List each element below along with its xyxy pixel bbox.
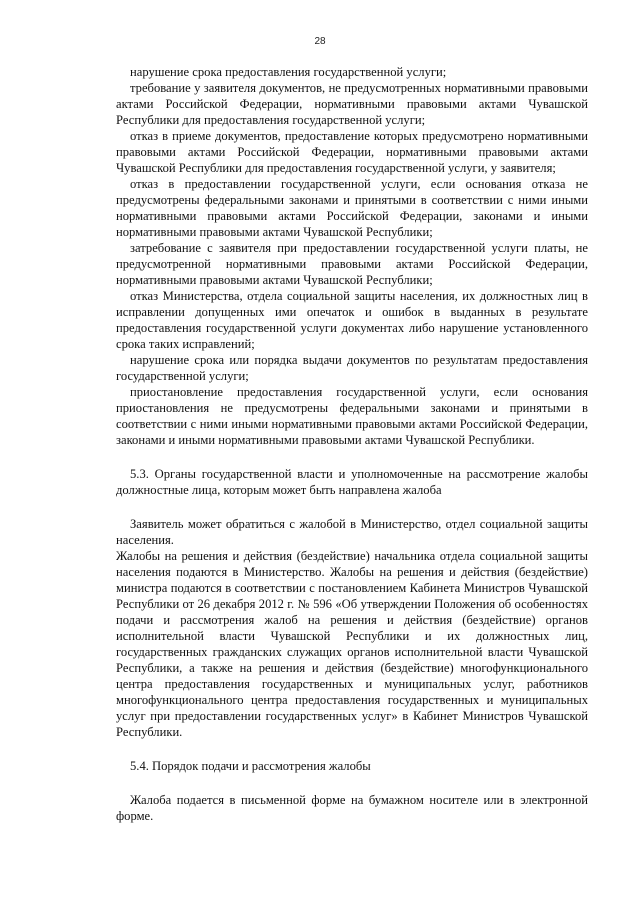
paragraph: отказ в предоставлении государственной услуги, если основания отказа не предусмотрены федеральными законами и принятыми в соответствии с ними иными нормативными правовыми актами Российской Федерации, законами и иными нормативными правовыми актами Чувашской Республики; [116, 177, 588, 239]
paragraph: затребование с заявителя при предоставлении государственной услуги платы, не предусмотренной нормативными правовыми актами Российской Федерации, нормативными правовыми актами Чувашской Республики; [116, 241, 588, 287]
page-number: 28 [314, 36, 326, 47]
document-body [116, 64, 588, 824]
section-heading-5-3: 5.3. Органы государственной власти и уполномоченные на рассмотрение жалобы должностные лица, которым может быть направлена жалоба [116, 467, 588, 497]
paragraph: отказ в приеме документов, предоставление которых предусмотрено нормативными правовыми актами Российской Федерации, нормативными правовыми актами Чувашской Республики для предоставления государственной услуги, у заявителя; [116, 129, 588, 175]
paragraph: Жалобы на решения и действия (бездействие) начальника отдела социальной защиты населения подаются в Министерство. Жалобы на решения и действия (бездействие) министра подаются в соответствии с постановлением Кабинета Министров Чувашской Республики от 26 декабря 2012 г. № 596 «Об утверждении Положения об особенностях подачи и рассмотрения жалоб на решения и действия (бездействие) органов исполнительной власти Чувашской Республики и их должностных лиц, государственных гражданских служащих органов исполнительной власти Чувашской Республики, а также на решения и действия (бездействие) многофункционального центра предоставления государственных и муниципальных услуг, работников многофункционального центра предоставления государственных и муниципальных услуг при предоставлении государственных услуг» в Кабинет Министров Чувашской Республики. [116, 549, 588, 739]
paragraph: Жалоба подается в письменной форме на бумажном носителе или в электронной форме. [116, 793, 588, 823]
paragraph: нарушение срока или порядка выдачи документов по результатам предоставления государственной услуги; [116, 353, 588, 383]
paragraph: требование у заявителя документов, не предусмотренных нормативными правовыми актами Российской Федерации, нормативными правовыми актами Чувашской Республики для предоставления государственной услуги; [116, 81, 588, 127]
paragraph: Заявитель может обратиться с жалобой в Министерство, отдел социальной защиты населения. [116, 517, 588, 547]
paragraph: отказ Министерства, отдела социальной защиты населения, их должностных лиц в исправлении допущенных ими опечаток и ошибок в выданных в результате предоставления государственной услуги документах либо нарушение установленного срока таких исправлений; [116, 289, 588, 351]
section-heading-5-4: 5.4. Порядок подачи и рассмотрения жалобы [130, 759, 371, 773]
paragraph: нарушение срока предоставления государственной услуги; [130, 65, 447, 79]
paragraph: приостановление предоставления государственной услуги, если основания приостановления не предусмотрены федеральными законами и принятыми в соответствии с ними иными нормативными правовыми актами Российской Федерации, законами и иными нормативными правовыми актами Чувашской Республики. [116, 385, 588, 447]
